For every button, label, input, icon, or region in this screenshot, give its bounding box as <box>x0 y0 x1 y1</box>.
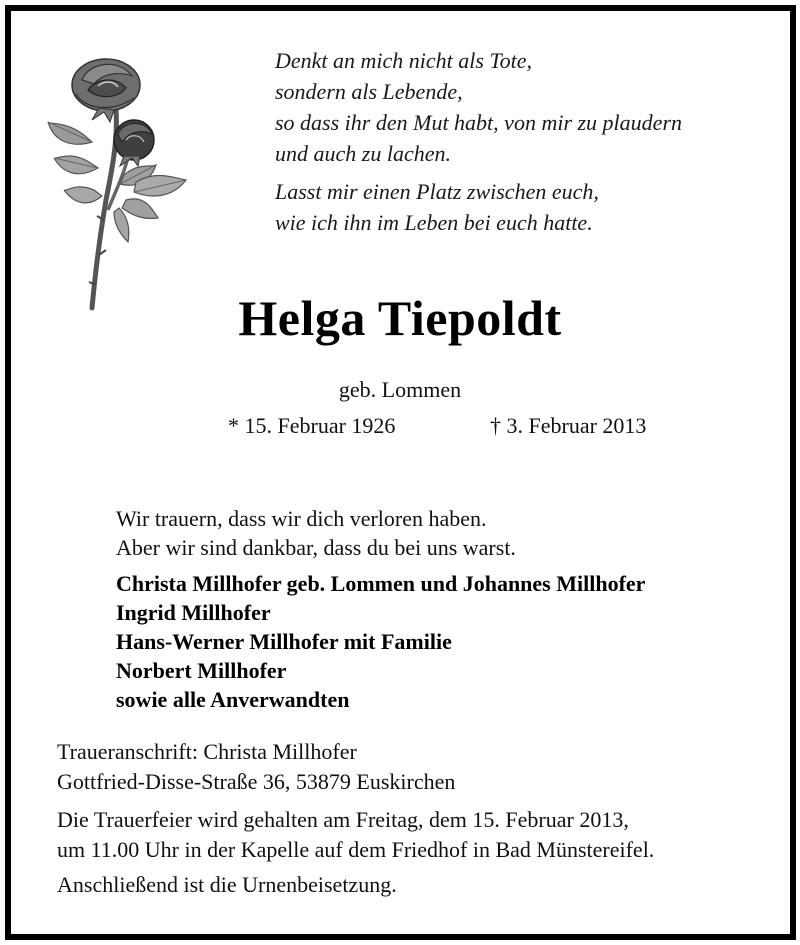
poem-line: wie ich ihn im Leben bei euch hatte. <box>275 210 593 235</box>
maiden-name: geb. Lommen <box>338 377 462 402</box>
poem-line: so dass ihr den Mut habt, von mir zu plaudern <box>275 110 682 135</box>
family-member: sowie alle Anverwandten <box>116 687 350 712</box>
ceremony-line: Die Trauerfeier wird gehalten am Freitag, dem 15. Februar 2013, <box>57 807 629 832</box>
mourning-text <box>116 504 516 562</box>
ceremony-line: um 11.00 Uhr in der Kapelle auf dem Friedhof in Bad Münstereifel. <box>57 837 655 862</box>
rose-icon <box>44 50 194 312</box>
address-line: Gottfried-Disse-Straße 36, 53879 Euskirchen <box>57 769 456 794</box>
mourning-line: Wir trauern, dass wir dich verloren haben. <box>116 506 487 531</box>
poem <box>275 45 755 238</box>
poem-line: und auch zu lachen. <box>275 141 451 166</box>
family-member: Ingrid Millhofer <box>116 600 271 625</box>
family-member: Norbert Millhofer <box>116 658 287 683</box>
address-line: Traueranschrift: Christa Millhofer <box>57 739 357 764</box>
poem-line: Denkt an mich nicht als Tote, <box>275 48 533 73</box>
poem-line: Lasst mir einen Platz zwischen euch, <box>275 179 599 204</box>
family-member: Christa Millhofer geb. Lommen und Johannes Millhofer <box>116 571 646 596</box>
family-member: Hans-Werner Millhofer mit Familie <box>116 629 452 654</box>
poem-line: sondern als Lebende, <box>275 79 463 104</box>
death-date: † 3. Februar 2013 <box>490 413 647 438</box>
mourning-line: Aber wir sind dankbar, dass du bei uns warst. <box>116 535 516 560</box>
mourning-address <box>57 737 455 797</box>
ceremony-info <box>57 805 747 865</box>
birth-date: * 15. Februar 1926 <box>228 413 396 438</box>
deceased-name: Helga Tiepoldt <box>238 290 562 346</box>
family-list <box>116 569 645 714</box>
burial-note: Anschließend ist die Urnenbeisetzung. <box>57 872 397 897</box>
